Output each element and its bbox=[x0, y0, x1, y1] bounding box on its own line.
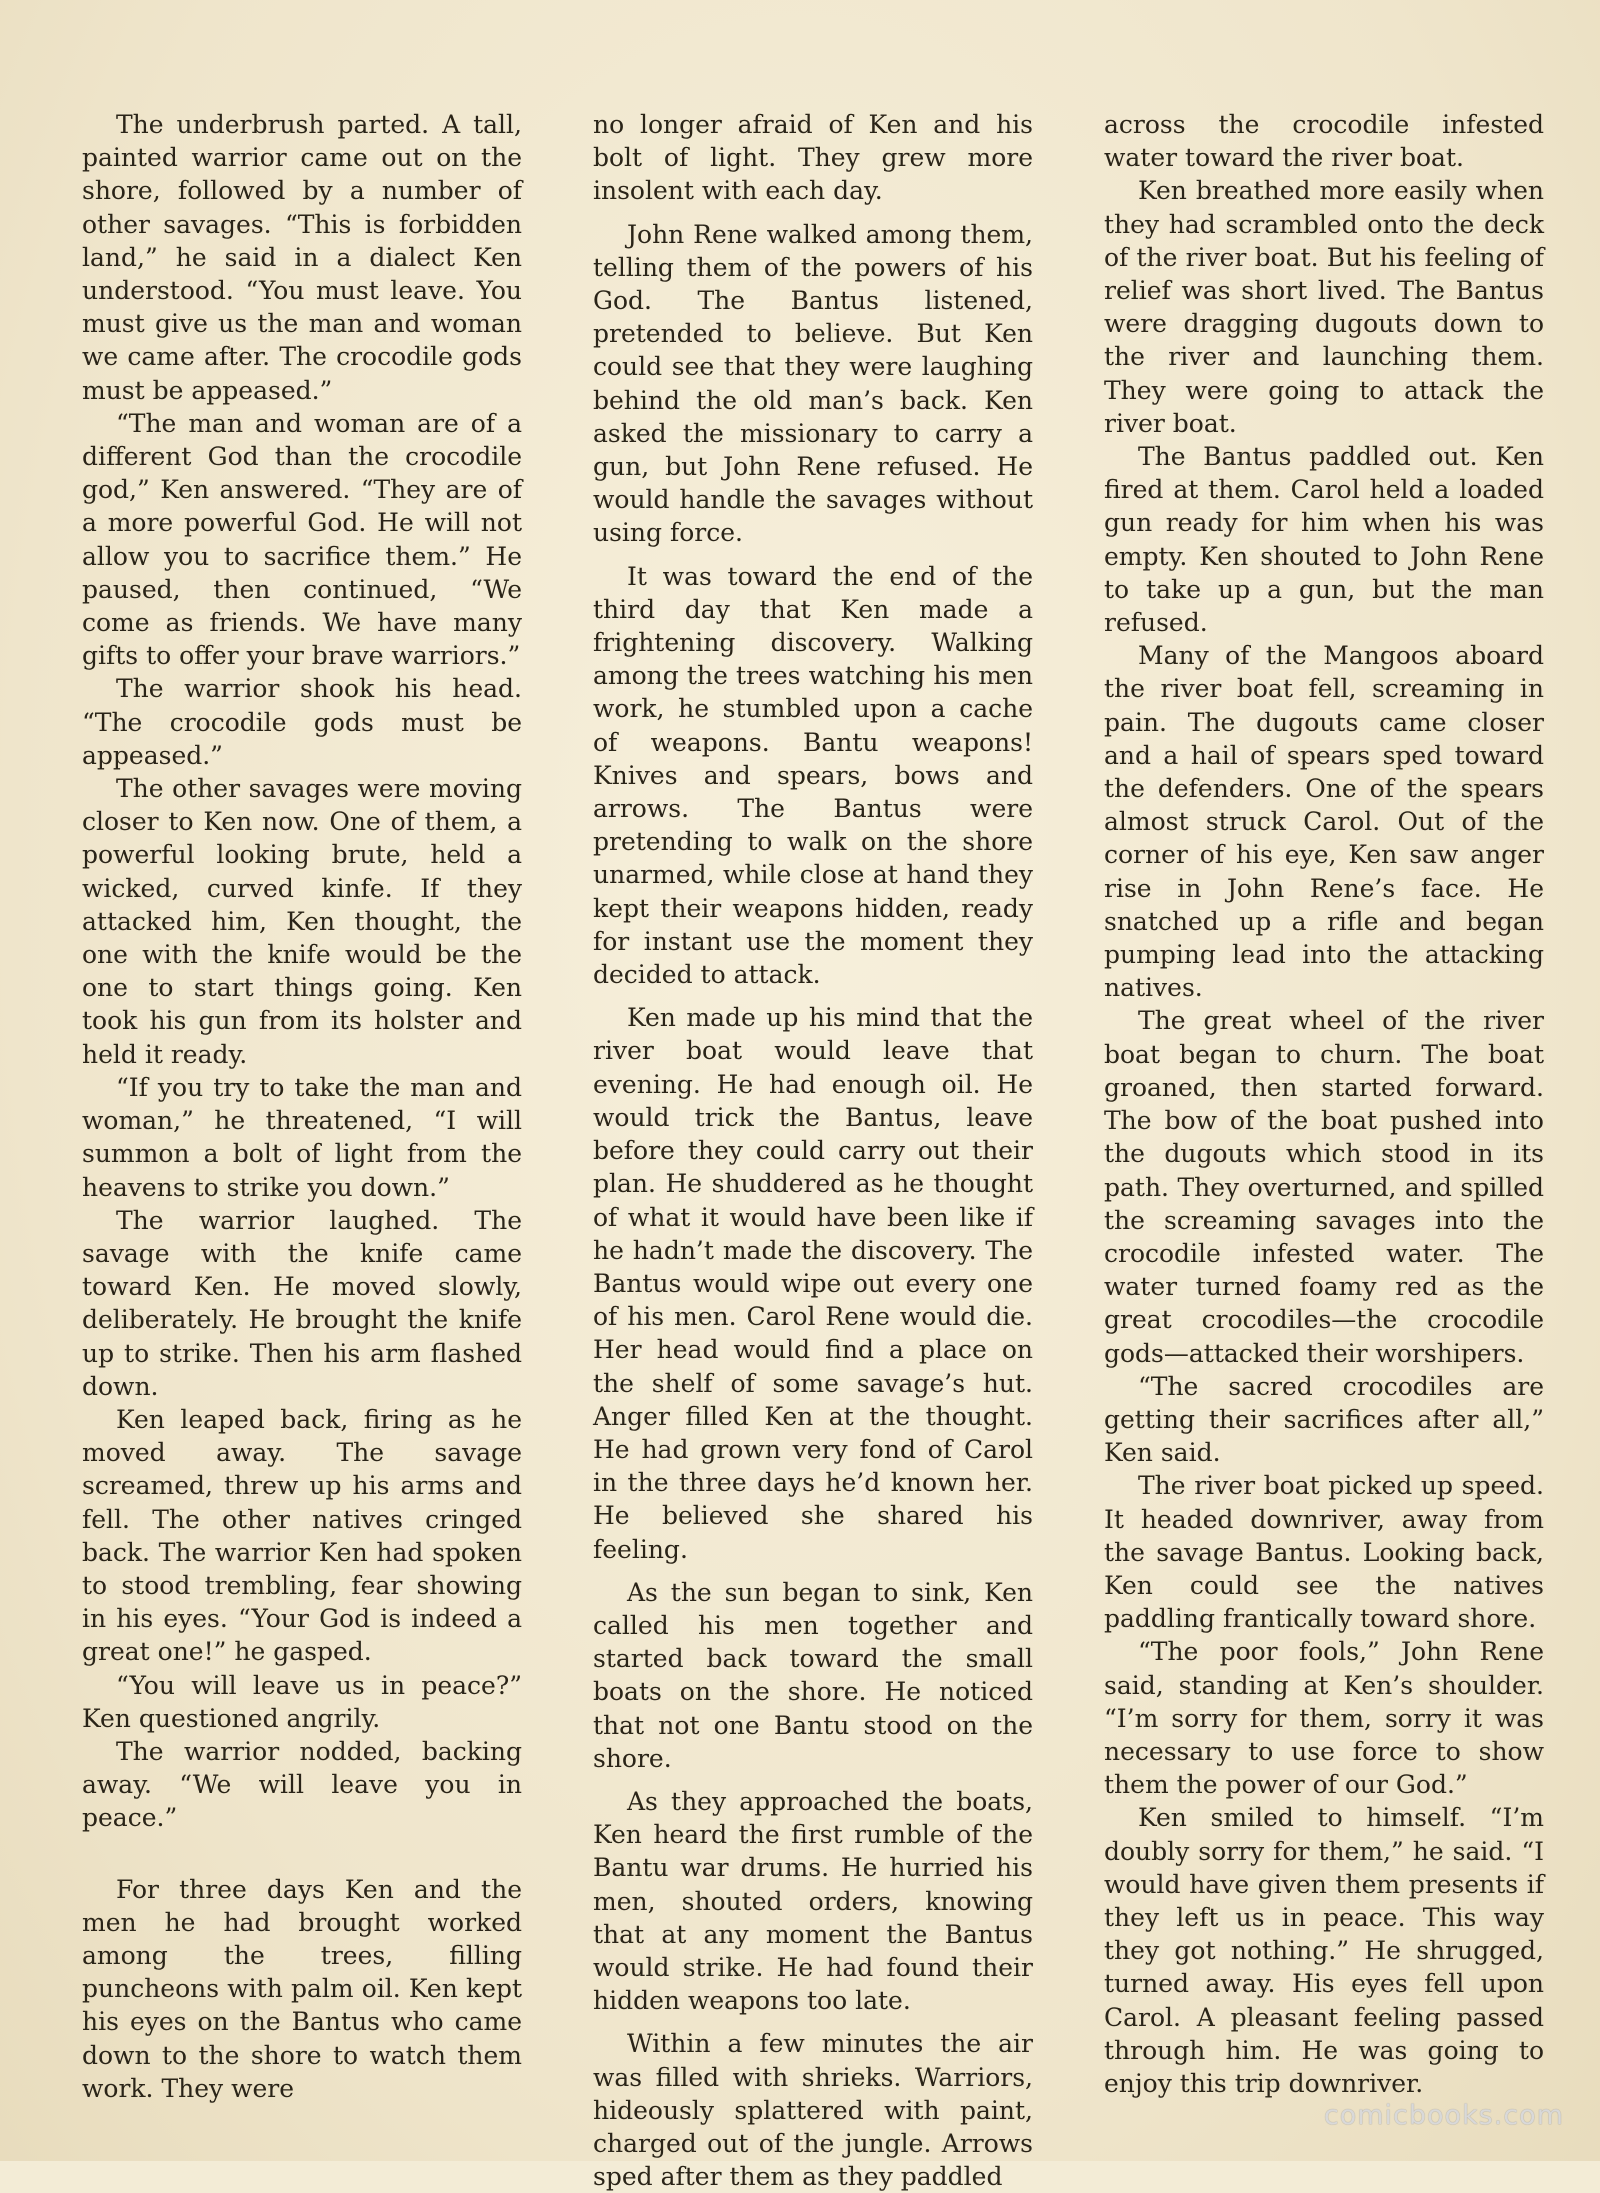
paragraph: The warrior nodded, backing away. “We will leave you in peace.” bbox=[82, 1736, 522, 1833]
paragraph: “You will leave us in peace?” Ken questioned angrily. bbox=[82, 1670, 522, 1733]
column-3 bbox=[1104, 108, 1544, 2098]
paragraph: The great wheel of the river boat began to churn. The boat groaned, then started forward. The bow of the boat pushed into the dugouts which stood in its path. They overturned, and spilled the screaming savages into the crocodile infested water. The water turned foamy red as the great crocodiles—the crocodile gods—attacked their worshipers. bbox=[1104, 1006, 1544, 1368]
paragraph: “If you try to take the man and woman,” he threatened, “I will summon a bolt of light from the heavens to strike you down.” bbox=[82, 1072, 522, 1202]
paragraph: Many of the Mangoos aboard the river boat fell, screaming in pain. The dugouts came closer and a hail of spears sped toward the defenders. One of the spears almost struck Carol. Out of the corner of his eye, Ken saw anger rise in John Rene’s face. He snatched up a rifle and began pumping lead into the attacking natives. bbox=[1104, 641, 1544, 1003]
paragraph: across the crocodile infested water toward the river boat. bbox=[1104, 110, 1544, 173]
site-watermark: comicbooks.com bbox=[1323, 2100, 1564, 2131]
paragraph: The other savages were moving closer to Ken now. One of them, a powerful looking brute, held a wicked, curved kinfe. If they attacked him, Ken thought, the one with the knife would be the one to start things going. Ken took his gun from its holster and held it ready. bbox=[82, 774, 522, 1069]
paragraph: As they approached the boats, Ken heard the first rumble of the Bantu war drums. He hurried his men, shouted orders, knowing that at any moment the Bantus would strike. He had found their hidden weapons too late. bbox=[593, 1786, 1033, 2016]
paragraph: The warrior shook his head. “The crocodile gods must be appeased.” bbox=[82, 674, 522, 770]
paragraph: For three days Ken and the men he had brought worked among the trees, filling puncheons with palm oil. Ken kept his eyes on the Bantus who came down to the shore to watch them work. They were bbox=[82, 1874, 522, 2103]
paragraph: It was toward the end of the third day that Ken made a frightening discovery. Walking among the trees watching his men work, he stumbled upon a cache of weapons. Bantu weapons! Knives and spears, bows and arrows. The Bantus were pretending to walk on the shore unarmed, while close at hand they kept their weapons hidden, ready for instant use the moment they decided to attack. bbox=[593, 561, 1033, 990]
paragraph: The river boat picked up speed. It headed downriver, away from the savage Bantus. Looking back, Ken could see the natives paddling frantically toward shore. bbox=[1104, 1471, 1544, 1634]
paragraph: no longer afraid of Ken and his bolt of light. They grew more insolent with each day. bbox=[593, 110, 1033, 206]
paragraph: “The sacred crocodiles are getting their sacrifices after all,” Ken said. bbox=[1104, 1371, 1544, 1468]
paragraph: The underbrush parted. A tall, painted warrior came out on the shore, followed by a number of other savages. “This is forbidden land,” he said in a dialect Ken understood. “You must leave. You must give us the man and woman we came after. The crocodile gods must be appeased.” bbox=[82, 110, 522, 405]
paragraph: Ken smiled to himself. “I’m doubly sorry for them,” he said. “I would have given them presents if they left us in peace. This way they got nothing.” He shrugged, turned away. His eyes fell upon Carol. A pleasant feeling passed through him. He was going to enjoy this trip downriver. bbox=[1104, 1803, 1544, 2098]
paragraph: The Bantus paddled out. Ken fired at them. Carol held a loaded gun ready for him when his was empty. Ken shouted to John Rene to take up a gun, but the man refused. bbox=[1104, 442, 1544, 638]
column-2 bbox=[593, 108, 1033, 2192]
paragraph: Ken breathed more easily when they had scrambled onto the deck of the river boat. But his feeling of relief was short lived. The Bantus were dragging dugouts down to the river and launching them. They were going to attack the river boat. bbox=[1104, 176, 1544, 438]
paragraph: “The poor fools,” John Rene said, standing at Ken’s shoulder. “I’m sorry for them, sorry it was necessary to use force to show them the power of our God.” bbox=[1104, 1637, 1544, 1800]
paragraph: Ken leaped back, firing as he moved away. The savage screamed, threw up his arms and fell. The other natives cringed back. The warrior Ken had spoken to stood trembling, fear showing in his eyes. “Your God is indeed a great one!” he gasped. bbox=[82, 1404, 522, 1667]
paragraph: John Rene walked among them, telling them of the powers of his God. The Bantus listened, pretended to believe. But Ken could see that they were laughing behind the old man’s back. Ken asked the missionary to carry a gun, but John Rene refused. He would handle the savages without using force. bbox=[593, 219, 1033, 548]
paragraph: As the sun began to sink, Ken called his men together and started back toward the small boats on the shore. He noticed that not one Bantu stood on the shore. bbox=[593, 1577, 1033, 1773]
paragraph: “The man and woman are of a different God than the crocodile god,” Ken answered. “They are of a more powerful God. He will not allow you to sacrifice them.” He paused, then continued, “We come as friends. We have many gifts to offer your brave warriors.” bbox=[82, 408, 522, 671]
paragraph: The warrior laughed. The savage with the knife came toward Ken. He moved slowly, deliberately. He brought the knife up to strike. Then his arm flashed down. bbox=[82, 1205, 522, 1401]
paragraph: Ken made up his mind that the river boat would leave that evening. He had enough oil. He would trick the Bantus, leave before they could carry out their plan. He shuddered as he thought of what it would have been like if he hadn’t made the discovery. The Bantus would wipe out every one of his men. Carol Rene would die. Her head would find a place on the shelf of some savage’s hut. Anger filled Ken at the thought. He had grown very fond of Carol in the three days he’d known her. He believed she shared his feeling. bbox=[593, 1003, 1033, 1564]
column-1 bbox=[82, 108, 522, 2103]
paragraph: Within a few minutes the air was filled with shrieks. Warriors, hideously splattered with paint, charged out of the jungle. Arrows sped after them as they paddled bbox=[593, 2029, 1033, 2192]
